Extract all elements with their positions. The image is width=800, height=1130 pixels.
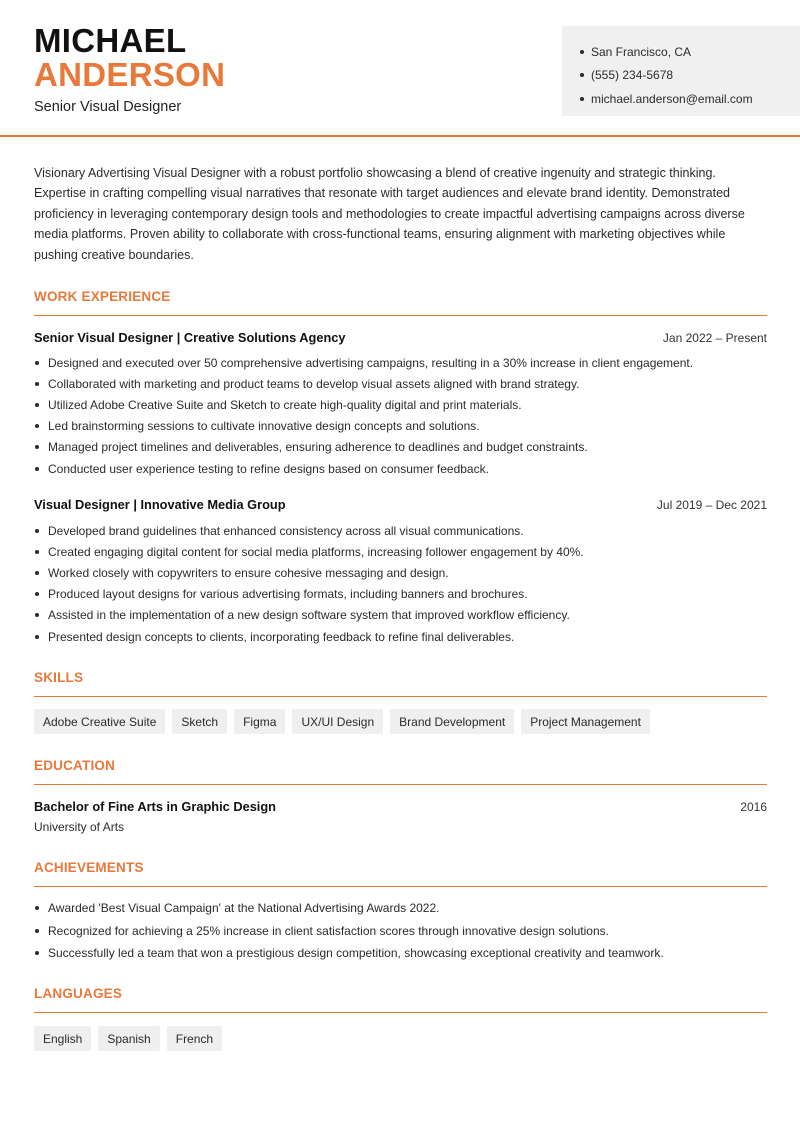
section-title-achievements: ACHIEVEMENTS (34, 860, 144, 875)
bullet-text: Assisted in the implementation of a new design software system that improved workflow efficiency. (48, 608, 570, 623)
bullet-icon (35, 529, 39, 533)
contact-location (580, 40, 800, 64)
section-divider (34, 784, 767, 785)
job-header (34, 330, 767, 345)
bullet-text: Worked closely with copywriters to ensure cohesive messaging and design. (48, 565, 449, 580)
bullet-icon (35, 635, 39, 639)
bullet-text: Presented design concepts to clients, incorporating feedback to refine final deliverables. (48, 629, 515, 644)
bullet-text: Developed brand guidelines that enhanced consistency across all visual communications. (48, 523, 524, 538)
skill-chip: Sketch (172, 709, 227, 734)
education-school: University of Arts (34, 820, 125, 834)
list-item (34, 520, 767, 541)
bullet-text: Utilized Adobe Creative Suite and Sketch to create high-quality digital and print materials. (48, 397, 522, 412)
skill-chip: Project Management (521, 709, 650, 734)
language-chip: French (167, 1026, 222, 1051)
languages-list (34, 1026, 222, 1051)
list-item (34, 942, 767, 965)
bullet-icon (35, 361, 39, 365)
bullet-icon (35, 445, 39, 449)
list-item (34, 437, 767, 458)
section-divider (34, 886, 767, 887)
job-role: Senior Visual Designer | Creative Solutions Agency (34, 330, 346, 345)
job-role: Visual Designer | Innovative Media Group (34, 497, 286, 512)
job-dates: Jan 2022 – Present (662, 331, 767, 345)
job-bullets (34, 520, 767, 647)
skill-chip: Adobe Creative Suite (34, 709, 165, 734)
bullet-icon (35, 592, 39, 596)
resume-header (0, 0, 800, 137)
skills-list (34, 709, 650, 734)
list-item (34, 394, 767, 415)
bullet-icon (35, 403, 39, 407)
contact-box (562, 26, 800, 116)
bullet-icon (35, 929, 39, 933)
list-item (34, 416, 767, 437)
skill-chip: Figma (234, 709, 285, 734)
list-item (34, 562, 767, 583)
bullet-icon (580, 50, 584, 54)
list-item (34, 584, 767, 605)
contact-phone (580, 64, 800, 88)
bullet-icon (35, 613, 39, 617)
bullet-text: Produced layout designs for various advertising formats, including banners and brochures. (48, 587, 528, 602)
bullet-icon (580, 73, 584, 77)
education-year: 2016 (740, 800, 767, 814)
bullet-icon (35, 424, 39, 428)
section-divider (34, 696, 767, 697)
list-item (34, 352, 767, 373)
list-item (34, 626, 767, 647)
bullet-text: Created engaging digital content for social media platforms, increasing follower engagement by 40%. (48, 544, 584, 559)
bullet-text: Conducted user experience testing to refine designs based on consumer feedback. (48, 461, 489, 476)
list-item (34, 897, 767, 920)
list-item (34, 373, 767, 394)
last-name: ANDERSON (34, 56, 226, 93)
contact-email (580, 87, 800, 111)
job-bullets (34, 352, 767, 479)
list-item (34, 541, 767, 562)
job-dates: Jul 2019 – Dec 2021 (656, 498, 767, 512)
job-header (34, 497, 767, 512)
bullet-text: Recognized for achieving a 25% increase in client satisfaction scores through innovative design solutions. (48, 923, 609, 938)
list-item (34, 605, 767, 626)
bullet-text: Managed project timelines and deliverables, ensuring adherence to deadlines and budget constraints. (48, 440, 588, 455)
bullet-icon (35, 951, 39, 955)
section-title-languages: LANGUAGES (34, 986, 123, 1001)
education-degree: Bachelor of Fine Arts in Graphic Design (34, 799, 276, 814)
job-title: Senior Visual Designer (34, 99, 182, 115)
list-item (34, 458, 767, 479)
skill-chip: Brand Development (390, 709, 514, 734)
bullet-text: Led brainstorming sessions to cultivate innovative design concepts and solutions. (48, 419, 480, 434)
section-title-education: EDUCATION (34, 758, 116, 773)
bullet-text: Successfully led a team that won a prestigious design competition, showcasing exceptional creativity and teamwork. (48, 946, 664, 961)
bullet-text: Awarded 'Best Visual Campaign' at the National Advertising Awards 2022. (48, 901, 440, 916)
email-text: michael.anderson@email.com (591, 91, 753, 106)
bullet-icon (35, 906, 39, 910)
bullet-icon (35, 382, 39, 386)
language-chip: Spanish (98, 1026, 159, 1051)
section-divider (34, 315, 767, 316)
section-title-work: WORK EXPERIENCE (34, 289, 171, 304)
bullet-icon (35, 467, 39, 471)
bullet-icon (35, 571, 39, 575)
first-name: MICHAEL (34, 22, 187, 59)
section-divider (34, 1012, 767, 1013)
list-item (34, 920, 767, 943)
bullet-icon (580, 97, 584, 101)
education-header (34, 799, 767, 814)
skill-chip: UX/UI Design (292, 709, 383, 734)
bullet-icon (35, 550, 39, 554)
achievement-bullets (34, 897, 767, 965)
bullet-text: Collaborated with marketing and product teams to develop visual assets aligned with brand strategy. (48, 376, 580, 391)
location-text: San Francisco, CA (591, 44, 692, 59)
section-title-skills: SKILLS (34, 670, 84, 685)
summary-paragraph: Visionary Advertising Visual Designer with a robust portfolio showcasing a blend of creative ingenuity and strategic thinking. Expertise in crafting compelling visual narratives that resonate with target audiences and elevate brand identity. Demonstrated proficiency in leveraging contemporary design tools and methodologies to create impactful advertising campaigns across diverse media platforms. Proven ability to collaborate with cross-functional teams, ensuring alignment with marketing objectives while pushing creative boundaries. (34, 166, 745, 262)
language-chip: English (34, 1026, 91, 1051)
bullet-text: Designed and executed over 50 comprehensive advertising campaigns, resulting in a 30% increase in client engagement. (48, 355, 694, 370)
phone-text: (555) 234-5678 (591, 68, 674, 83)
